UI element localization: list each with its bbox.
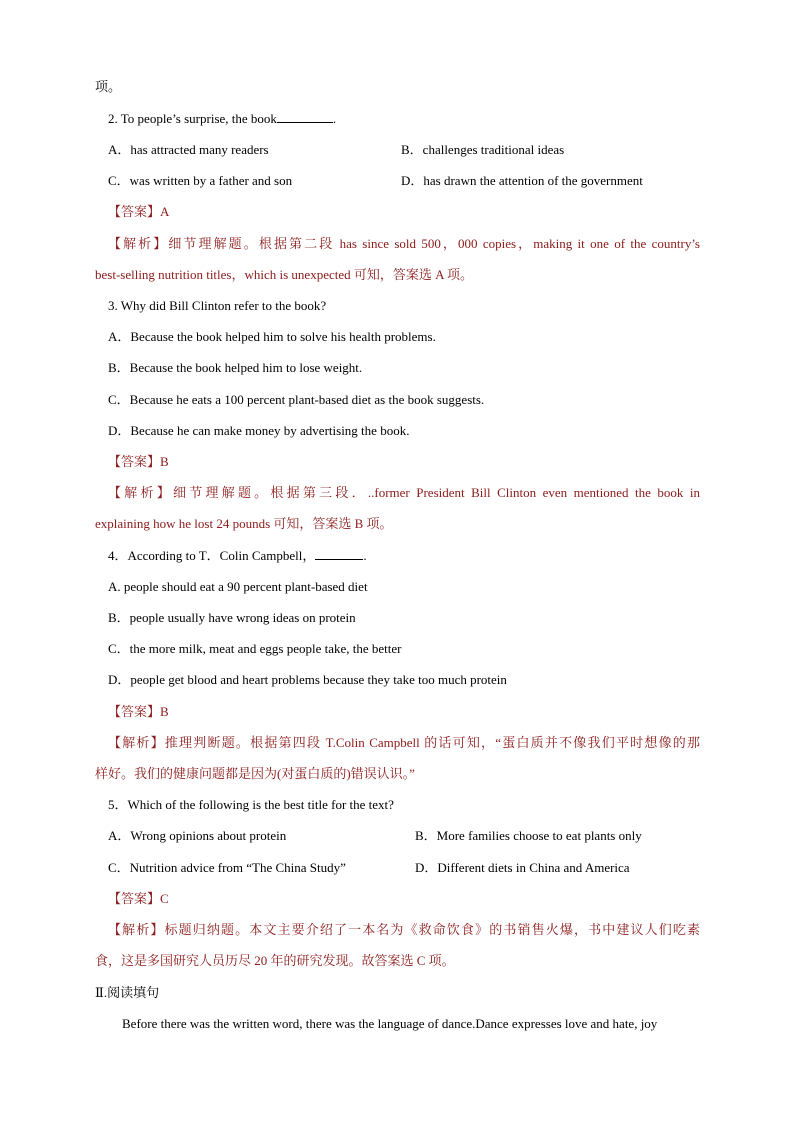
question-3-option-b: B．Because the book helped him to lose weight. — [108, 360, 363, 375]
question-5-option-a: A．Wrong opinions about protein — [108, 828, 287, 843]
question-4-analysis-line-1: 【解析】推理判断题。根据第四段 T.Colin Campbell 的话可知，“蛋白质并不像我们平时想像的那 — [108, 735, 700, 750]
question-5-option-d: D．Different diets in China and America — [415, 860, 630, 875]
question-5-answer: 【答案】C — [108, 891, 169, 906]
continued-fragment: 项。 — [95, 79, 122, 94]
question-3-option-a: A．Because the book helped him to solve his health problems. — [108, 329, 436, 344]
question-2-option-d: D．has drawn the attention of the government — [401, 173, 643, 188]
question-3-answer: 【答案】B — [108, 454, 169, 469]
question-4-analysis-line-2: 样好。我们的健康问题都是因为(对蛋白质的)错误认识。” — [95, 766, 415, 781]
question-2-option-c: C．was written by a father and son — [108, 173, 293, 188]
question-5-analysis-line-2: 食，这是多国研究人员历尽 20 年的研究发现。故答案选 C 项。 — [95, 953, 455, 968]
question-2-option-b: B．challenges traditional ideas — [401, 142, 565, 157]
question-2-option-a: A．has attracted many readers — [108, 142, 269, 157]
question-5-option-b: B．More families choose to eat plants only — [415, 828, 642, 843]
question-4-option-d: D．people get blood and heart problems because they take too much protein — [108, 672, 507, 687]
question-3-stem: 3. Why did Bill Clinton refer to the book? — [108, 298, 327, 313]
question-4-option-c: C．the more milk, meat and eggs people take, the better — [108, 641, 402, 656]
question-5-analysis-line-1: 【解析】标题归纳题。本文主要介绍了一本名为《救命饮食》的书销售火爆，书中建议人们吃素 — [108, 922, 700, 937]
question-2-analysis-line-2: best-selling nutrition titles，which is unexpected 可知，答案选 A 项。 — [95, 267, 474, 282]
question-4-option-b: B．people usually have wrong ideas on protein — [108, 610, 356, 625]
question-2-stem: 2. To people’s surprise, the book . — [108, 111, 337, 126]
question-5-option-c: C．Nutrition advice from “The China Study” — [108, 860, 346, 875]
question-2-analysis-line-1: 【解析】细节理解题。根据第二段 has since sold 500，000 copies，making it one of the country’s — [108, 236, 700, 251]
answer-blank — [277, 110, 333, 123]
answer-blank — [315, 547, 363, 560]
question-3-analysis-line-2: explaining how he lost 24 pounds 可知，答案选 B 项。 — [95, 516, 393, 531]
question-3-analysis-line-1: 【解析】细节理解题。根据第三段．..former President Bill Clinton even mentioned the book in — [108, 485, 700, 500]
question-3-option-c: C．Because he eats a 100 percent plant-based diet as the book suggests. — [108, 392, 485, 407]
passage-first-line: Before there was the written word, there was the language of dance.Dance expresses love and hate, joy — [122, 1016, 658, 1031]
question-4-option-a: A. people should eat a 90 percent plant-based diet — [108, 579, 368, 594]
question-3-option-d: D．Because he can make money by advertising the book. — [108, 423, 410, 438]
question-4-stem: 4．According to T．Colin Campbell， . — [108, 548, 367, 563]
section-heading: Ⅱ.阅读填句 — [95, 985, 160, 1000]
question-4-answer: 【答案】B — [108, 704, 169, 719]
question-2-answer: 【答案】A — [108, 204, 170, 219]
question-5-stem: 5．Which of the following is the best title for the text? — [108, 797, 394, 812]
